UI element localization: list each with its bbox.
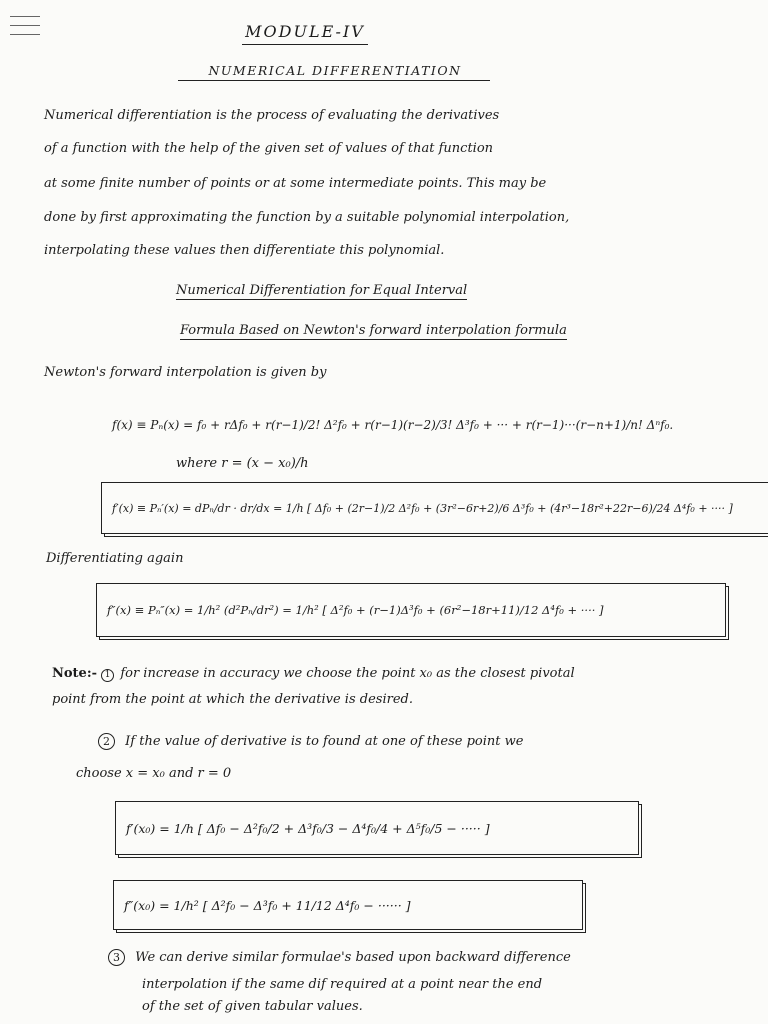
differentiating-again-label: Differentiating again xyxy=(46,551,184,566)
second-derivative-formula: f″(x) ≡ Pₙ″(x) = 1/h² (d²Pₙ/dr²) = 1/h² [ Δ²f₀ + (r−1)Δ³f₀ + (6r²−18r+11)/12 Δ⁴f₀ + ···· ] xyxy=(107,603,604,617)
point3-text-1: We can derive similar formulae's based upon backward difference xyxy=(135,950,571,965)
intro-line-2: of a function with the help of the given set of values of that function xyxy=(44,141,494,156)
point3-line-3: of the set of given tabular values. xyxy=(142,999,363,1014)
intro-line-1: Numerical differentiation is the process of evaluating the derivatives xyxy=(44,108,500,123)
intro-line-5: interpolating these values then differentiate this polynomial. xyxy=(44,243,445,258)
first-derivative-formula: f′(x) ≡ Pₙ′(x) = dPₙ/dr · dr/dx = 1/h [ Δf₀ + (2r−1)/2 Δ²f₀ + (3r²−6r+2)/6 Δ³f₀ + (4r³−18r²+22r−6)/24 Δ⁴f₀ + ···· ] xyxy=(112,501,733,515)
section-title: NUMERICAL DIFFERENTIATION xyxy=(170,63,500,78)
corner-mark xyxy=(10,16,40,43)
note-line-1 xyxy=(52,666,575,682)
note-marker: 1 xyxy=(101,669,114,682)
point2-marker: 2 xyxy=(98,733,115,750)
point3-line-1 xyxy=(108,949,571,966)
module-title: MODULE-IV xyxy=(230,22,380,41)
first-derivative-x0-box xyxy=(115,801,639,855)
point2-text-1: If the value of derivative is to found at one of these point we xyxy=(125,734,524,749)
second-derivative-x0-box xyxy=(113,880,583,930)
first-derivative-x0-formula: f′(x₀) = 1/h [ Δf₀ − Δ²f₀/2 + Δ³f₀/3 − Δ⁴f₀/4 + Δ⁵f₀/5 − ····· ] xyxy=(126,820,490,836)
second-derivative-box xyxy=(96,583,726,637)
newton-intro: Newton's forward interpolation is given by xyxy=(44,365,327,380)
note-line-2: point from the point at which the derivative is desired. xyxy=(52,692,413,707)
second-derivative-x0-formula: f″(x₀) = 1/h² [ Δ²f₀ − Δ³f₀ + 11/12 Δ⁴f₀ − ······ ] xyxy=(124,897,411,913)
note-label: Note:- xyxy=(52,666,98,681)
point2-line-2: choose x = x₀ and r = 0 xyxy=(76,766,232,781)
subheading-formula-based: Formula Based on Newton's forward interpolation formula xyxy=(180,323,567,338)
point2-line-1 xyxy=(98,733,523,750)
intro-line-3: at some finite number of points or at some intermediate points. This may be xyxy=(44,176,547,191)
where-r: where r = (x − x₀)/h xyxy=(176,456,309,471)
intro-line-4: done by first approximating the function by a suitable polynomial interpolation, xyxy=(44,210,570,225)
newton-formula: f(x) ≡ Pₙ(x) = f₀ + rΔf₀ + r(r−1)/2! Δ²f₀ + r(r−1)(r−2)/3! Δ³f₀ + ··· + r(r−1)···(r−n+1)/n! Δⁿf₀. xyxy=(112,418,674,432)
point3-line-2: interpolation if the same dif required at a point near the end xyxy=(142,977,543,992)
first-derivative-box xyxy=(101,482,768,534)
point3-marker: 3 xyxy=(108,949,125,966)
note-text-1: for increase in accuracy we choose the point x₀ as the closest pivotal xyxy=(120,666,575,681)
subheading-equal-interval: Numerical Differentiation for Equal Interval xyxy=(176,283,468,298)
